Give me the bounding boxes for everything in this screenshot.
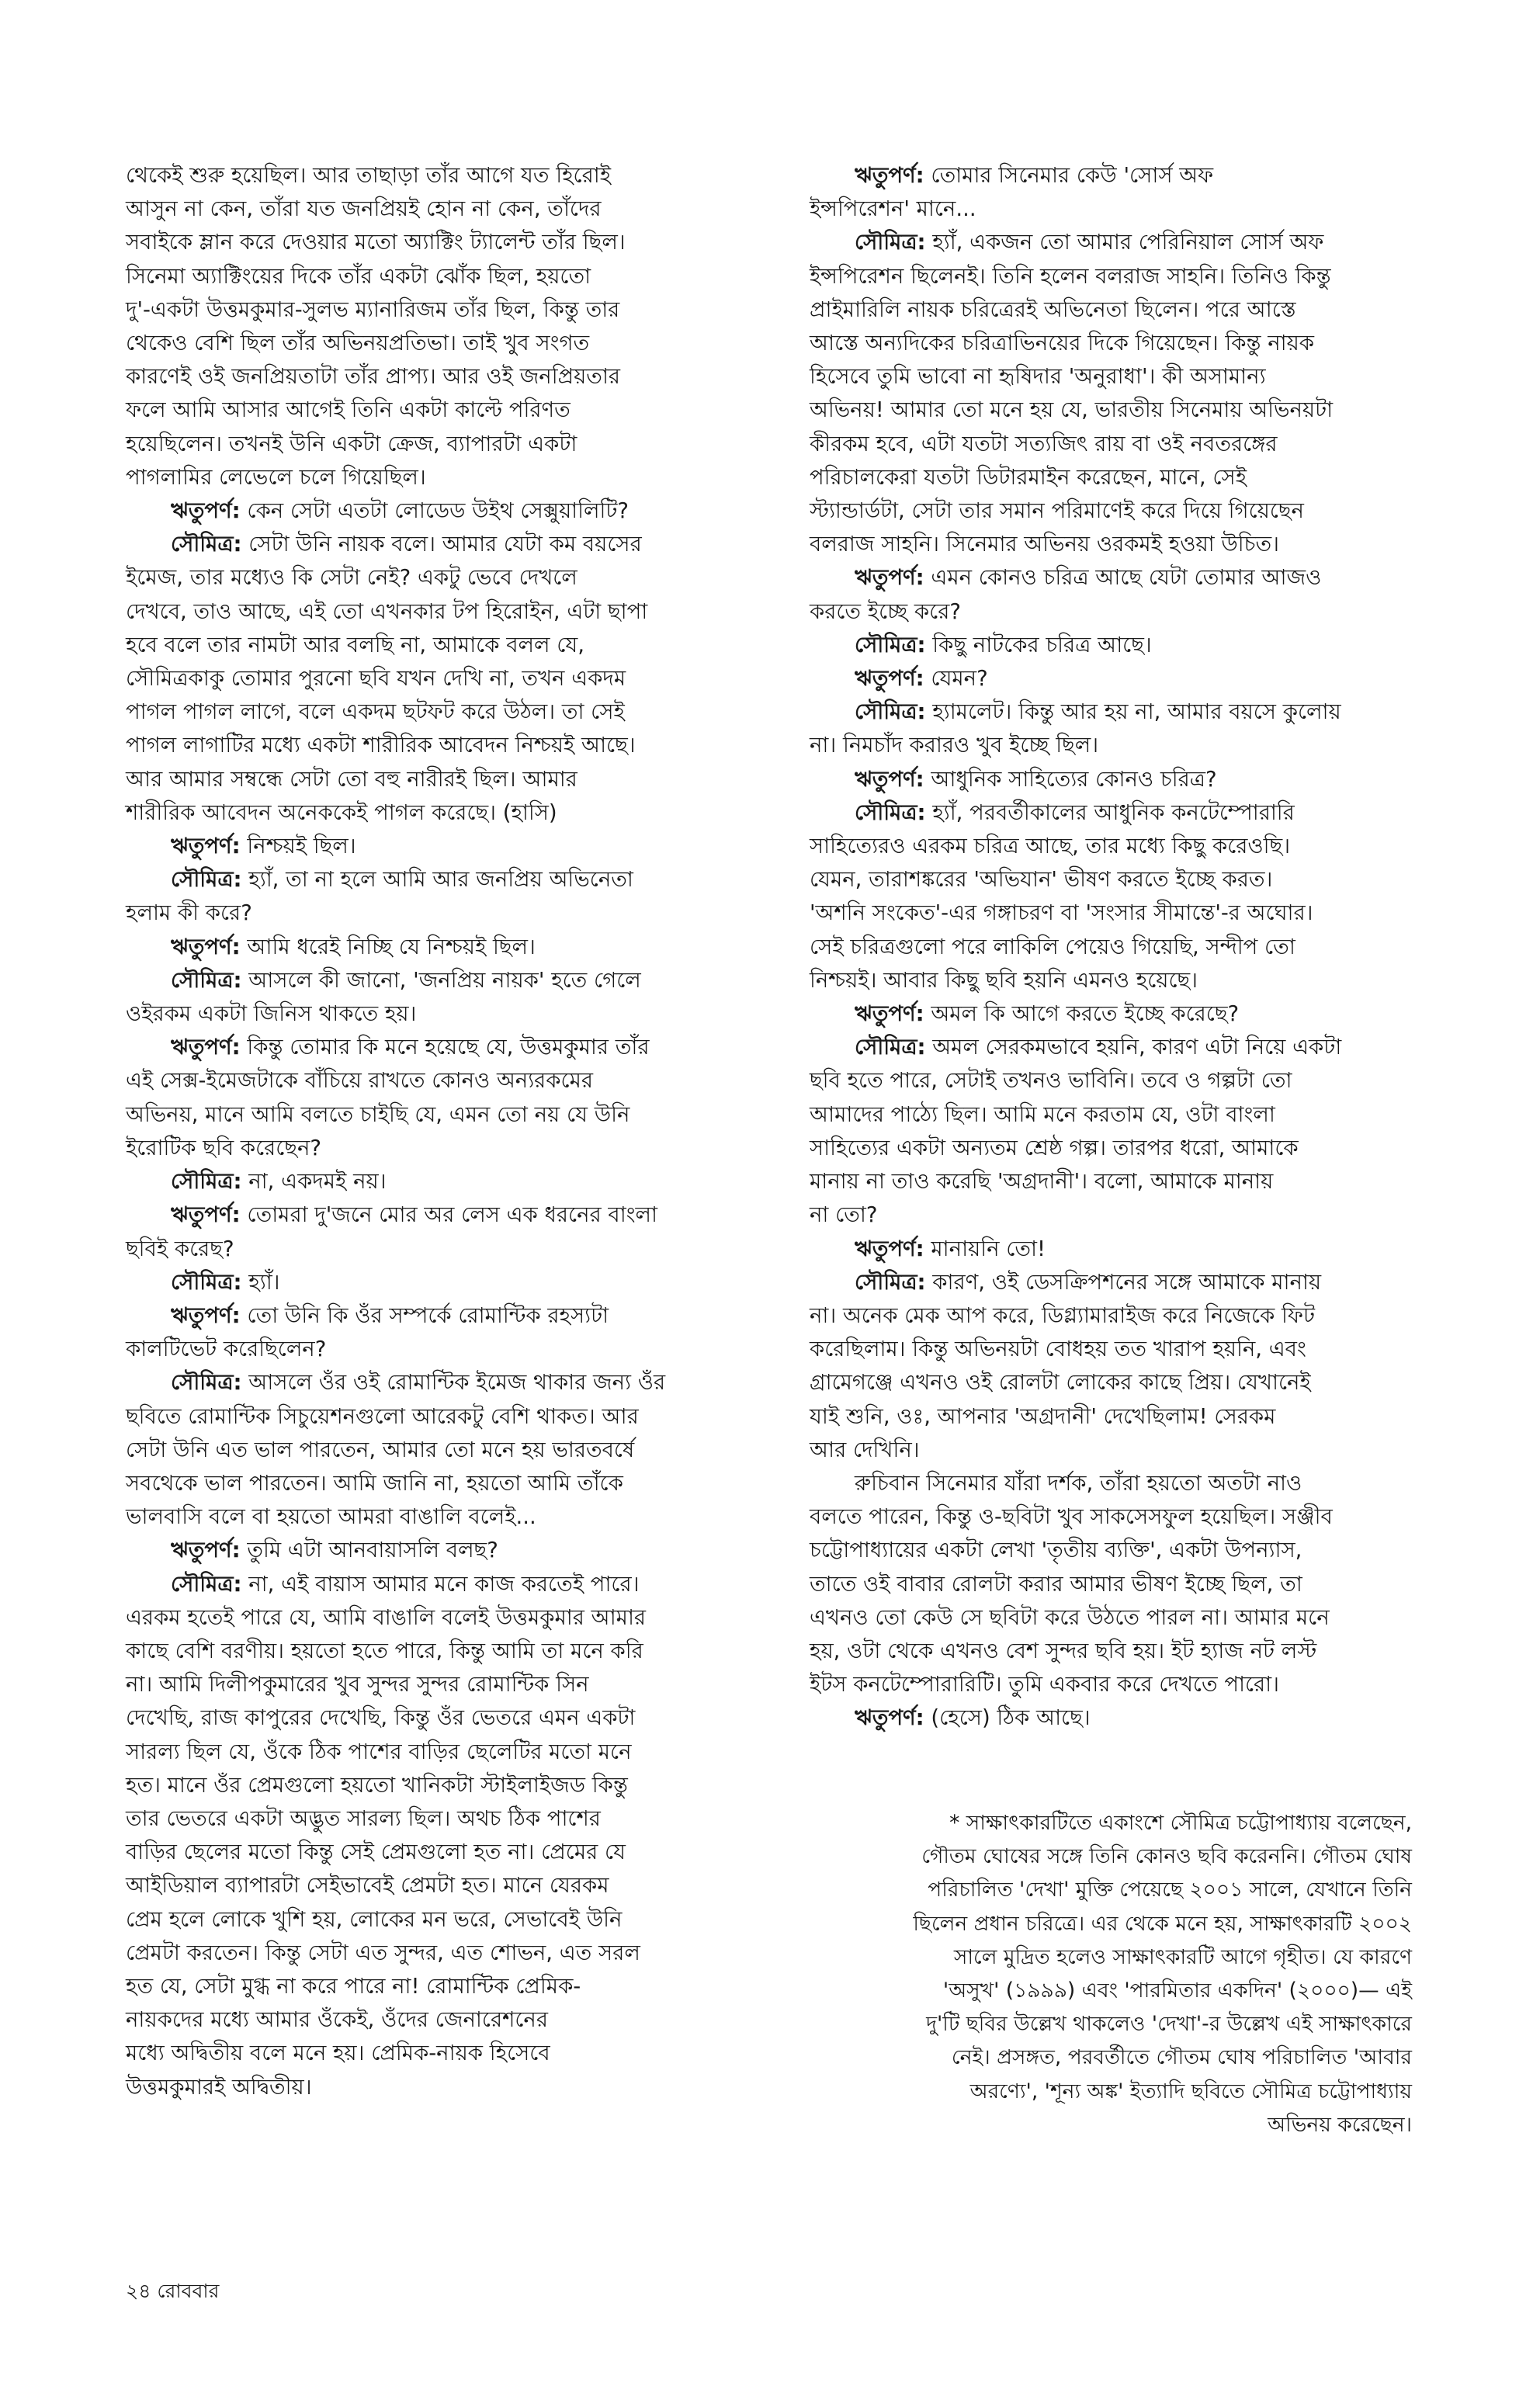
line-text: গ্রামেগঞ্জে এখনও ওই রোলটা লোকের কাছে প্রিয়। যেখানেই <box>810 1370 1311 1396</box>
text-line <box>126 863 779 897</box>
line-text: ছবি হতে পারে, সেটাই তখনও ভাবিনি। তবে ও গল্পটা তো <box>810 1068 1292 1094</box>
text-line <box>810 729 1463 762</box>
line-text: হয়েছিলেন। তখনই উনি একটা ক্রেজ, ব্যাপারটা একটা <box>126 431 578 456</box>
line-text: ইরোটিক ছবি করেছেন? <box>126 1135 322 1160</box>
text-line <box>810 763 1463 796</box>
text-line <box>810 293 1463 327</box>
line-text: বলরাজ সাহনি। সিনেমার অভিনয় ওরকমই হওয়া উচিত। <box>810 532 1279 557</box>
line-text: তার ভেতরে একটা অদ্ভুত সারল্য ছিল। অথচ ঠিক পাশের <box>126 1805 601 1831</box>
text-line <box>810 1333 1463 1366</box>
line-text: প্রেমটা করতেন। কিন্তু সেটা এত সুন্দর, এত শোভন, এত সরল <box>126 1940 640 1965</box>
page-folio: ২৪ রোববার <box>126 2280 220 2302</box>
text-line <box>810 1031 1463 1064</box>
text-line <box>126 830 779 863</box>
text-line <box>810 1701 1463 1735</box>
line-text: তুমি এটা আনবায়াসলি বলছ? <box>240 1538 498 1563</box>
line-text: চট্টোপাধ্যায়ের একটা লেখা 'তৃতীয় ব্যক্তি', একটা উপন্যাস, <box>810 1538 1302 1563</box>
text-line <box>810 1601 1463 1635</box>
text-line <box>810 360 1463 394</box>
text-line <box>126 1467 779 1500</box>
speaker-label: ঋতুপর্ণ: <box>855 565 924 591</box>
line-text: এখনও তো কেউ সে ছবিটা করে উঠতে পারল না। আমার মনে <box>810 1604 1330 1630</box>
text-line <box>810 1668 1463 1701</box>
text-line <box>126 260 779 293</box>
text-line <box>126 997 779 1031</box>
line-text: দু'-একটা উত্তমকুমার-সুলভ ম্যানারিজম তাঁর ছিল, কিন্তু তার <box>126 297 620 322</box>
line-text: ইন্সপিরেশন ছিলেনই। তিনি হলেন বলরাজ সাহনি। তিনিও কিন্তু <box>810 263 1331 289</box>
text-line <box>810 528 1463 561</box>
line-text: ওইরকম একটা জিনিস থাকতে হয়। <box>126 1001 417 1027</box>
text-line <box>810 1568 1463 1601</box>
line-text: অমল সেরকমভাবে হয়নি, কারণ এটা নিয়ে একটা <box>925 1035 1342 1060</box>
text-line <box>126 595 779 629</box>
line-text: হয়, ওটা থেকে এখনও বেশ সুন্দর ছবি হয়। ইট হ্যাজ নট লস্ট <box>810 1638 1317 1663</box>
line-text: আস্তে অন্যদিকের চরিত্রাভিনয়ের দিকে গিয়েছেন। কিন্তু নায়ক <box>810 331 1315 356</box>
text-line <box>810 695 1463 729</box>
text-line <box>810 931 1463 964</box>
text-line <box>126 1903 779 1937</box>
text-line <box>810 662 1463 695</box>
line-text: আর আমার সম্বন্ধে সেটা তো বহু নারীরই ছিল। আমার <box>126 766 578 792</box>
line-text: ইন্সপিরেশন' মানে... <box>810 196 976 222</box>
text-line <box>126 662 779 695</box>
line-text: পরিচালকেরা যতটা ডিটারমাইন করেছেন, মানে, সেই <box>810 464 1247 490</box>
speaker-label: ঋতুপর্ণ: <box>171 1202 241 1228</box>
line-text: সেটা উনি এত ভাল পারতেন, আমার তো মনে হয় ভারতবর্ষে <box>126 1437 635 1462</box>
line-text: কেন সেটা এতটা লোডেড উইথ সেক্সুয়ালিটি? <box>240 498 629 524</box>
text-line <box>126 192 779 226</box>
text-line <box>810 327 1463 360</box>
speaker-label: ঋতুপর্ণ: <box>171 834 241 859</box>
text-line <box>126 1836 779 1869</box>
line-text: পাগল লাগাটির মধ্যে একটা শারীরিক আবেদন নিশ্চয়ই আছে। <box>126 733 636 758</box>
text-line <box>126 1937 779 1970</box>
text-line <box>126 494 779 528</box>
text-line <box>810 1198 1463 1232</box>
speaker-label: সৌমিত্র: <box>171 532 242 557</box>
speaker-label: ঋতুপর্ণ: <box>855 1236 924 1261</box>
speaker-label: ঋতুপর্ণ: <box>171 1538 241 1563</box>
line-text: কীরকম হবে, এটা যতটা সত্যজিৎ রায় বা ওই নবতরঙ্গের <box>810 431 1278 456</box>
line-text: সারল্য ছিল যে, ওঁকে ঠিক পাশের বাড়ির ছেলেটির মতো মনে <box>126 1739 632 1764</box>
text-line <box>126 1400 779 1434</box>
line-text: (হেসে) ঠিক আছে। <box>924 1705 1091 1731</box>
text-line <box>126 629 779 662</box>
line-text: নায়কদের মধ্যে আমার ওঁকেই, ওঁদের জেনারেশনের <box>126 2007 548 2033</box>
text-line <box>810 159 1463 192</box>
line-text: 'অশনি সংকেত'-এর গঙ্গাচরণ বা 'সংসার সীমান্তে'-র অঘোর। <box>810 900 1313 926</box>
text-line <box>126 2003 779 2037</box>
speaker-label: সৌমিত্র: <box>171 1370 242 1396</box>
text-line <box>810 1299 1463 1333</box>
line-text: অমল কি আগে করতে ইচ্ছে করেছে? <box>924 1001 1240 1027</box>
line-text: ছবিই করেছ? <box>126 1236 234 1261</box>
line-text: না, এই বায়াস আমার মনে কাজ করতেই পারে। <box>241 1571 640 1597</box>
line-text: হত। মানে ওঁর প্রেমগুলো হয়তো খানিকটা স্টাইলাইজড কিন্তু <box>126 1772 628 1798</box>
line-text: আসলে ওঁর ওই রোমান্টিক ইমেজ থাকার জন্য ওঁর <box>241 1370 666 1396</box>
line-text: সিনেমা অ্যাক্টিংয়ের দিকে তাঁর একটা ঝোঁক ছিল, হয়তো <box>126 263 591 289</box>
speaker-label: সৌমিত্র: <box>855 799 926 825</box>
text-line <box>810 1500 1463 1534</box>
text-line <box>810 863 1463 897</box>
speaker-label: সৌমিত্র: <box>171 967 242 993</box>
text-line <box>126 2071 779 2104</box>
text-line <box>810 192 1463 226</box>
line-text: হলাম কী করে? <box>126 900 252 926</box>
text-line <box>126 1366 779 1399</box>
text-line <box>126 729 779 762</box>
text-line <box>126 159 779 192</box>
line-text: না। অনেক মেক আপ করে, ডিগ্ল্যামারাইজ করে নিজেকে ফিট <box>810 1302 1315 1328</box>
speaker-label: সৌমিত্র: <box>855 632 926 657</box>
text-line <box>810 997 1463 1031</box>
line-text: থেকেও বেশি ছিল তাঁর অভিনয়প্রতিভা। তাই খুব সংগত <box>126 331 590 356</box>
line-text: তোমার সিনেমার কেউ 'সোর্স অফ <box>924 163 1214 188</box>
text-line <box>126 1568 779 1601</box>
line-text: শারীরিক আবেদন অনেককেই পাগল করেছে। (হাসি) <box>126 799 557 825</box>
text-line <box>126 1534 779 1567</box>
text-line <box>810 964 1463 997</box>
text-line <box>126 897 779 930</box>
line-text: বাড়ির ছেলের মতো কিন্তু সেই প্রেমগুলো হত না। প্রেমের যে <box>126 1840 626 1865</box>
line-text: আইডিয়াল ব্যাপারটা সেইভাবেই প্রেমটা হত। মানে যেরকম <box>126 1873 609 1899</box>
line-text: আসুন না কেন, তাঁরা যত জনপ্রিয়ই হোন না কেন, তাঁদের <box>126 196 602 222</box>
line-text: ছবিতে রোমান্টিক সিচুয়েশনগুলো আরেকটু বেশি থাকত। আর <box>126 1403 639 1429</box>
line-text: হ্যাঁ। <box>241 1269 280 1295</box>
line-text: সেটা উনি নায়ক বলে। আমার যেটা কম বয়সের <box>241 532 642 557</box>
line-text: পাগল পাগল লাগে, বলে একদম ছটফট করে উঠল। তা সেই <box>126 699 625 725</box>
text-line <box>810 494 1463 528</box>
text-line <box>126 1635 779 1668</box>
line-text: সবথেকে ভাল পারতেন। আমি জানি না, হয়তো আমি তাঁকে <box>126 1470 623 1496</box>
line-text: কালটিভেট করেছিলেন? <box>126 1337 327 1362</box>
speaker-label: ঋতুপর্ণ: <box>171 1035 241 1060</box>
line-text: না, একদমই নয়। <box>241 1169 387 1195</box>
footnote-line: অরণ্যে', 'শূন্য অঙ্ক' ইত্যাদি ছবিতে সৌমিত্র চট্টোপাধ্যায় <box>969 2079 1412 2103</box>
text-line <box>126 1098 779 1132</box>
line-text: প্রাইমারিলি নায়ক চরিত্রেরই অভিনেতা ছিলেন। পরে আস্তে <box>810 297 1296 322</box>
footnote-line: নেই। প্রসঙ্গত, পরবর্তীতে গৌতম ঘোষ পরিচালিত 'আবার <box>951 2045 1412 2070</box>
line-text: বলতে পারেন, কিন্তু ও-ছবিটা খুব সাকসেসফুল হয়েছিল। সঞ্জীব <box>810 1504 1333 1530</box>
line-text: এরকম হতেই পারে যে, আমি বাঙালি বলেই উত্তমকুমার আমার <box>126 1604 647 1630</box>
text-line <box>810 394 1463 427</box>
text-line <box>126 1869 779 1902</box>
text-line <box>810 830 1463 863</box>
speaker-label: ঋতুপর্ণ: <box>855 1001 924 1027</box>
text-line <box>126 1434 779 1467</box>
speaker-label: ঋতুপর্ণ: <box>855 666 924 692</box>
footnote-line: 'অসুখ' (১৯৯৯) এবং 'পারমিতার একদিন' (২০০০)— এই <box>942 1979 1412 2003</box>
text-line <box>126 1970 779 2003</box>
text-line <box>810 1434 1463 1467</box>
line-text: মানায় না তাও করেছি 'অগ্রদানী'। বলো, আমাকে মানায় <box>810 1169 1274 1195</box>
line-text: কারণ, ওই ডেসক্রিপশনের সঙ্গে আমাকে মানায় <box>925 1269 1322 1295</box>
text-line <box>126 327 779 360</box>
line-text: আধুনিক সাহিত্যের কোনও চরিত্র? <box>924 766 1217 792</box>
text-line <box>810 561 1463 595</box>
speaker-label: ঋতুপর্ণ: <box>855 1705 924 1731</box>
line-text: করেছিলাম। কিন্তু অভিনয়টা বোধহয় তত খারাপ হয়নি, এবং <box>810 1337 1306 1362</box>
footnote-line: গৌতম ঘোষের সঙ্গে তিনি কোনও ছবি করেননি। গৌতম ঘোষ <box>921 1844 1412 1869</box>
speaker-label: সৌমিত্র: <box>171 1571 242 1597</box>
text-line <box>126 2037 779 2070</box>
text-line <box>126 1701 779 1735</box>
line-text: হ্যামলেট। কিন্তু আর হয় না, আমার বয়সে কুলোয় <box>925 699 1341 725</box>
text-line <box>810 897 1463 930</box>
speaker-label: সৌমিত্র: <box>855 1035 926 1060</box>
text-line <box>810 428 1463 461</box>
line-text: হিসেবে তুমি ভাবো না হৃষিদার 'অনুরাধা'। কী অসামান্য <box>810 364 1266 390</box>
line-text: মানায়নি তো! <box>924 1236 1046 1261</box>
text-line <box>126 1031 779 1064</box>
line-text: থেকেই শুরু হয়েছিল। আর তাছাড়া তাঁর আগে যত হিরোই <box>126 163 612 188</box>
text-line <box>810 629 1463 662</box>
text-line <box>810 1400 1463 1434</box>
line-text: যেমন? <box>924 666 988 692</box>
speaker-label: সৌমিত্র: <box>855 1269 926 1295</box>
line-text: দেখেছি, রাজ কাপুরের দেখেছি, কিন্তু ওঁর ভেতরে এমন একটা <box>126 1705 636 1731</box>
text-line <box>810 1132 1463 1165</box>
text-line <box>126 1165 779 1198</box>
text-line <box>126 695 779 729</box>
text-line <box>810 1266 1463 1299</box>
line-text: সেই চরিত্রগুলো পরে লাকিলি পেয়েও গিয়েছি, সন্দীপ তো <box>810 934 1295 959</box>
footnote-line: * সাক্ষাৎকারটিতে একাংশে সৌমিত্র চট্টোপাধ্যায় বলেছেন, <box>949 1811 1412 1835</box>
text-line <box>810 1366 1463 1399</box>
speaker-label: সৌমিত্র: <box>171 1169 242 1195</box>
line-text: না। নিমচাঁদ করারও খুব ইচ্ছে ছিল। <box>810 733 1099 758</box>
text-line <box>126 1601 779 1635</box>
left-column <box>126 159 779 2104</box>
text-line <box>810 595 1463 629</box>
text-line <box>810 1233 1463 1266</box>
text-line <box>810 796 1463 830</box>
footnote-line: সালে মুদ্রিত হলেও সাক্ষাৎকারটি আগে গৃহীত। যে কারণে <box>953 1944 1412 1969</box>
text-line <box>810 1467 1463 1500</box>
text-line <box>126 1802 779 1836</box>
text-line <box>126 1736 779 1769</box>
line-text: ভালবাসি বলে বা হয়তো আমরা বাঙালি বলেই... <box>126 1504 536 1530</box>
text-line <box>126 1668 779 1701</box>
line-text: হবে বলে তার নামটা আর বলছি না, আমাকে বলল যে, <box>126 632 584 657</box>
text-line <box>810 1534 1463 1567</box>
line-text: হ্যাঁ, তা না হলে আমি আর জনপ্রিয় অভিনেতা <box>241 867 633 893</box>
speaker-label: ঋতুপর্ণ: <box>855 163 924 188</box>
line-text: কিছু নাটকের চরিত্র আছে। <box>925 632 1152 657</box>
text-line <box>126 1299 779 1333</box>
line-text: তাতে ওই বাবার রোলটা করার আমার ভীষণ ইচ্ছে ছিল, তা <box>810 1571 1302 1597</box>
text-line <box>810 1165 1463 1198</box>
text-line <box>126 561 779 595</box>
line-text: অভিনয়, মানে আমি বলতে চাইছি যে, এমন তো নয় যে উনি <box>126 1101 630 1127</box>
footnote-line: পরিচালিত 'দেখা' মুক্তি পেয়েছে ২০০১ সালে, যেখানে তিনি <box>928 1878 1412 1902</box>
line-text: না তো? <box>810 1202 878 1228</box>
line-text: কারণেই ওই জনপ্রিয়তাটা তাঁর প্রাপ্য। আর ওই জনপ্রিয়তার <box>126 364 621 390</box>
line-text: এমন কোনও চরিত্র আছে যেটা তোমার আজও <box>924 565 1322 591</box>
line-text: আমি ধরেই নিচ্ছি যে নিশ্চয়ই ছিল। <box>240 934 536 959</box>
line-text: প্রেম হলে লোকে খুশি হয়, লোকের মন ভরে, সেভাবেই উনি <box>126 1906 623 1932</box>
line-text: রুচিবান সিনেমার যাঁরা দর্শক, তাঁরা হয়তো অতটা নাও <box>855 1470 1302 1496</box>
text-line <box>126 1064 779 1098</box>
text-line <box>126 226 779 259</box>
line-text: হ্যাঁ, একজন তো আমার পেরিনিয়াল সোর্স অফ <box>925 230 1324 255</box>
line-text: নিশ্চয়ই ছিল। <box>240 834 356 859</box>
text-line <box>810 1098 1463 1132</box>
speaker-label: ঋতুপর্ণ: <box>171 1302 241 1328</box>
speaker-label: ঋতুপর্ণ: <box>171 934 241 959</box>
text-line <box>126 964 779 997</box>
text-line <box>126 796 779 830</box>
speaker-label: সৌমিত্র: <box>171 867 242 893</box>
line-text: সৌমিত্রকাকু তোমার পুরনো ছবি যখন দেখি না, তখন একদম <box>126 666 626 692</box>
text-line <box>810 260 1463 293</box>
text-line <box>126 1233 779 1266</box>
text-line <box>810 1064 1463 1098</box>
speaker-label: সৌমিত্র: <box>855 230 926 255</box>
line-text: আসলে কী জানো, 'জনপ্রিয় নায়ক' হতে গেলে <box>241 967 641 993</box>
footnote <box>810 1806 1412 2142</box>
text-line <box>810 1635 1463 1668</box>
line-text: ফলে আমি আসার আগেই তিনি একটা কাল্টে পরিণত <box>126 397 571 423</box>
text-line <box>126 1198 779 1232</box>
footnote-line: ছিলেন প্রধান চরিত্রে। এর থেকে মনে হয়, সাক্ষাৎকারটি ২০০২ <box>913 1911 1412 1936</box>
speaker-label: ঋতুপর্ণ: <box>855 766 924 792</box>
line-text: আর দেখিনি। <box>810 1437 920 1462</box>
line-text: সাহিত্যেরও এরকম চরিত্র আছে, তার মধ্যে কিছু করেওছি। <box>810 834 1291 859</box>
text-line <box>126 461 779 494</box>
text-line <box>126 1769 779 1802</box>
speaker-label: সৌমিত্র: <box>171 1269 242 1295</box>
line-text: তোমরা দু'জনে মোর অর লেস এক ধরনের বাংলা <box>240 1202 657 1228</box>
right-column <box>810 159 1463 1736</box>
line-text: অভিনয়! আমার তো মনে হয় যে, ভারতীয় সিনেমায় অভিনয়টা <box>810 397 1334 423</box>
text-line <box>126 293 779 327</box>
text-line <box>126 428 779 461</box>
line-text: নিশ্চয়ই। আবার কিছু ছবি হয়নি এমনও হয়েছে। <box>810 967 1198 993</box>
text-line <box>126 931 779 964</box>
line-text: তো উনি কি ওঁর সম্পর্কে রোমান্টিক রহস্যটা <box>240 1302 609 1328</box>
line-text: কাছে বেশি বরণীয়। হয়তো হতে পারে, কিন্তু আমি তা মনে করি <box>126 1638 643 1663</box>
text-line <box>126 1333 779 1366</box>
line-text: না। আমি দিলীপকুমারের খুব সুন্দর সুন্দর রোমান্টিক সিন <box>126 1672 589 1698</box>
text-line <box>126 528 779 561</box>
line-text: পাগলামির লেভেলে চলে গিয়েছিল। <box>126 464 426 490</box>
line-text: এই সেক্স-ইমেজটাকে বাঁচিয়ে রাখতে কোনও অন্যরকমের <box>126 1068 593 1094</box>
line-text: হত যে, সেটা মুগ্ধ না করে পারে না! রোমান্টিক প্রেমিক- <box>126 1973 581 1999</box>
line-text: সবাইকে ম্লান করে দেওয়ার মতো অ্যাক্টিং ট্যালেন্ট তাঁর ছিল। <box>126 230 626 255</box>
speaker-label: সৌমিত্র: <box>855 699 926 725</box>
text-line <box>810 226 1463 259</box>
text-line <box>126 360 779 394</box>
line-text: যেমন, তারাশঙ্করের 'অভিযান' ভীষণ করতে ইচ্ছে করত। <box>810 867 1273 893</box>
text-line <box>810 461 1463 494</box>
text-line <box>126 1500 779 1534</box>
speaker-label: ঋতুপর্ণ: <box>171 498 241 524</box>
footnote-line: দু'টি ছবির উল্লেখ থাকলেও 'দেখা'-র উল্লেখ এই সাক্ষাৎকারে <box>926 2012 1412 2037</box>
footnote-line: অভিনয় করেছেন। <box>1268 2112 1412 2137</box>
line-text: সাহিত্যের একটা অন্যতম শ্রেষ্ঠ গল্প। তারপর ধরো, আমাকে <box>810 1135 1299 1160</box>
line-text: আমাদের পাঠ্যে ছিল। আমি মনে করতাম যে, ওটা বাংলা <box>810 1101 1275 1127</box>
line-text: মধ্যে অদ্বিতীয় বলে মনে হয়। প্রেমিক-নায়ক হিসেবে <box>126 2041 550 2066</box>
line-text: উত্তমকুমারই অদ্বিতীয়। <box>126 2074 312 2100</box>
text-line <box>126 394 779 427</box>
line-text: করতে ইচ্ছে করে? <box>810 598 961 624</box>
line-text: ইমেজ, তার মধ্যেও কি সেটা নেই? একটু ভেবে দেখলে <box>126 565 578 591</box>
line-text: দেখবে, তাও আছে, এই তো এখনকার টপ হিরোইন, এটা ছাপা <box>126 598 648 624</box>
line-text: ইটস কনটেম্পোরারিটি। তুমি একবার করে দেখতে পারো। <box>810 1672 1279 1698</box>
text-line <box>126 763 779 796</box>
line-text: কিন্তু তোমার কি মনে হয়েছে যে, উত্তমকুমার তাঁর <box>240 1035 650 1060</box>
text-line <box>126 1266 779 1299</box>
line-text: স্ট্যান্ডার্ডটা, সেটা তার সমান পরিমাণেই করে দিয়ে গিয়েছেন <box>810 498 1304 524</box>
text-line <box>126 1132 779 1165</box>
line-text: হ্যাঁ, পরবর্তীকালের আধুনিক কনটেম্পোরারি <box>925 799 1295 825</box>
line-text: যাই শুনি, ওঃ, আপনার 'অগ্রদানী' দেখেছিলাম! সেরকম <box>810 1403 1276 1429</box>
